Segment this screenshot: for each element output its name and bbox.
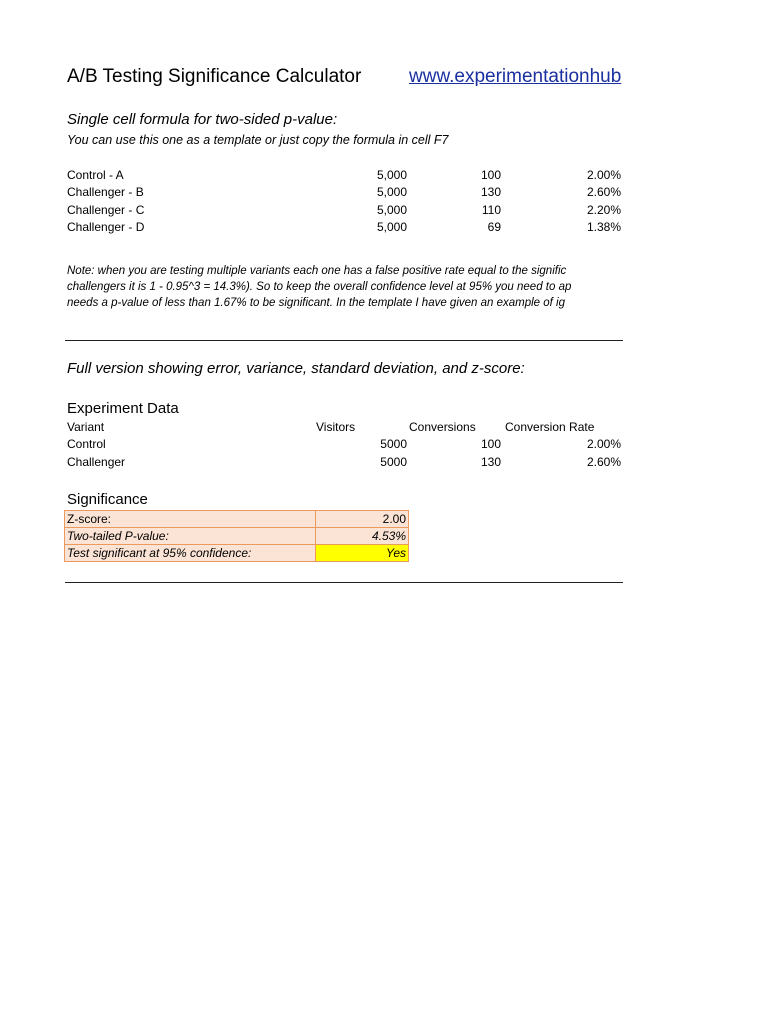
- experiment-data-heading: Experiment Data: [67, 400, 179, 417]
- table-row: [67, 437, 623, 455]
- rate-cell: 2.60%: [586, 455, 621, 469]
- column-header: Visitors: [316, 420, 356, 434]
- visitors-cell: 5000: [380, 455, 407, 469]
- variant-label: Challenger - C: [67, 203, 145, 217]
- section-divider: [65, 340, 623, 341]
- rate-cell: 2.00%: [586, 168, 621, 182]
- rate-cell: 2.00%: [586, 437, 621, 451]
- table-row: [65, 511, 409, 528]
- experimentationhub-link[interactable]: www.experimentationhub: [409, 66, 622, 87]
- table-row: [65, 545, 409, 562]
- significant-value[interactable]: Yes: [316, 545, 409, 562]
- conversions-cell: 100: [480, 437, 501, 451]
- visitors-cell: 5000: [380, 437, 407, 451]
- p-value-label: Two-tailed P-value:: [65, 528, 316, 545]
- table-row: [67, 185, 623, 203]
- table-row: [67, 220, 623, 238]
- significance-table: [64, 510, 409, 562]
- note-line: Note: when you are testing multiple variants each one has a false positive rate equal to the signific: [67, 265, 567, 277]
- rate-cell: 2.60%: [586, 185, 621, 199]
- visitors-cell: 5,000: [376, 220, 407, 234]
- visitors-cell: 5,000: [376, 168, 407, 182]
- conversions-cell: 100: [480, 168, 501, 182]
- conversions-cell: 69: [487, 220, 501, 234]
- note-line: needs a p-value of less than 1.67% to be significant. In the template I have given an example of ig: [67, 297, 566, 309]
- experiment-header-row: [67, 420, 623, 438]
- variant-label: Challenger - B: [67, 185, 144, 199]
- conversions-cell: 130: [480, 185, 501, 199]
- column-header: Variant: [67, 420, 105, 434]
- note-line: challengers it is 1 - 0.95^3 = 14.3%). So to keep the overall confidence level at 95% you need to ap: [67, 281, 572, 293]
- visitors-cell: 5,000: [376, 185, 407, 199]
- conversions-cell: 130: [480, 455, 501, 469]
- rate-cell: 1.38%: [586, 220, 621, 234]
- table-row: [67, 455, 623, 473]
- variant-label: Control: [67, 437, 106, 451]
- variant-label: Control - A: [67, 168, 124, 182]
- variant-label: Challenger: [67, 455, 126, 469]
- full-version-heading: Full version showing error, variance, standard deviation, and z-score:: [67, 360, 525, 377]
- table-row: [67, 203, 623, 221]
- variant-label: Challenger - D: [67, 220, 145, 234]
- section-divider: [65, 582, 623, 583]
- single-cell-heading: Single cell formula for two-sided p-value:: [67, 111, 338, 128]
- conversions-cell: 110: [481, 203, 501, 217]
- column-header: Conversions: [409, 420, 476, 434]
- rate-cell: 2.20%: [586, 203, 621, 217]
- significant-label: Test significant at 95% confidence:: [65, 545, 316, 562]
- single-cell-subheading: You can use this one as a template or just copy the formula in cell F7: [67, 133, 449, 147]
- column-header: Conversion Rate: [505, 420, 595, 434]
- multiple-variants-note: [67, 263, 571, 311]
- page-title: A/B Testing Significance Calculator: [67, 66, 362, 87]
- p-value-value[interactable]: 4.53%: [316, 528, 409, 545]
- table-row: [67, 168, 623, 186]
- visitors-cell: 5,000: [376, 203, 407, 217]
- significance-heading: Significance: [67, 491, 148, 508]
- table-row: [65, 528, 409, 545]
- z-score-label: Z-score:: [65, 511, 316, 528]
- z-score-value[interactable]: 2.00: [316, 511, 409, 528]
